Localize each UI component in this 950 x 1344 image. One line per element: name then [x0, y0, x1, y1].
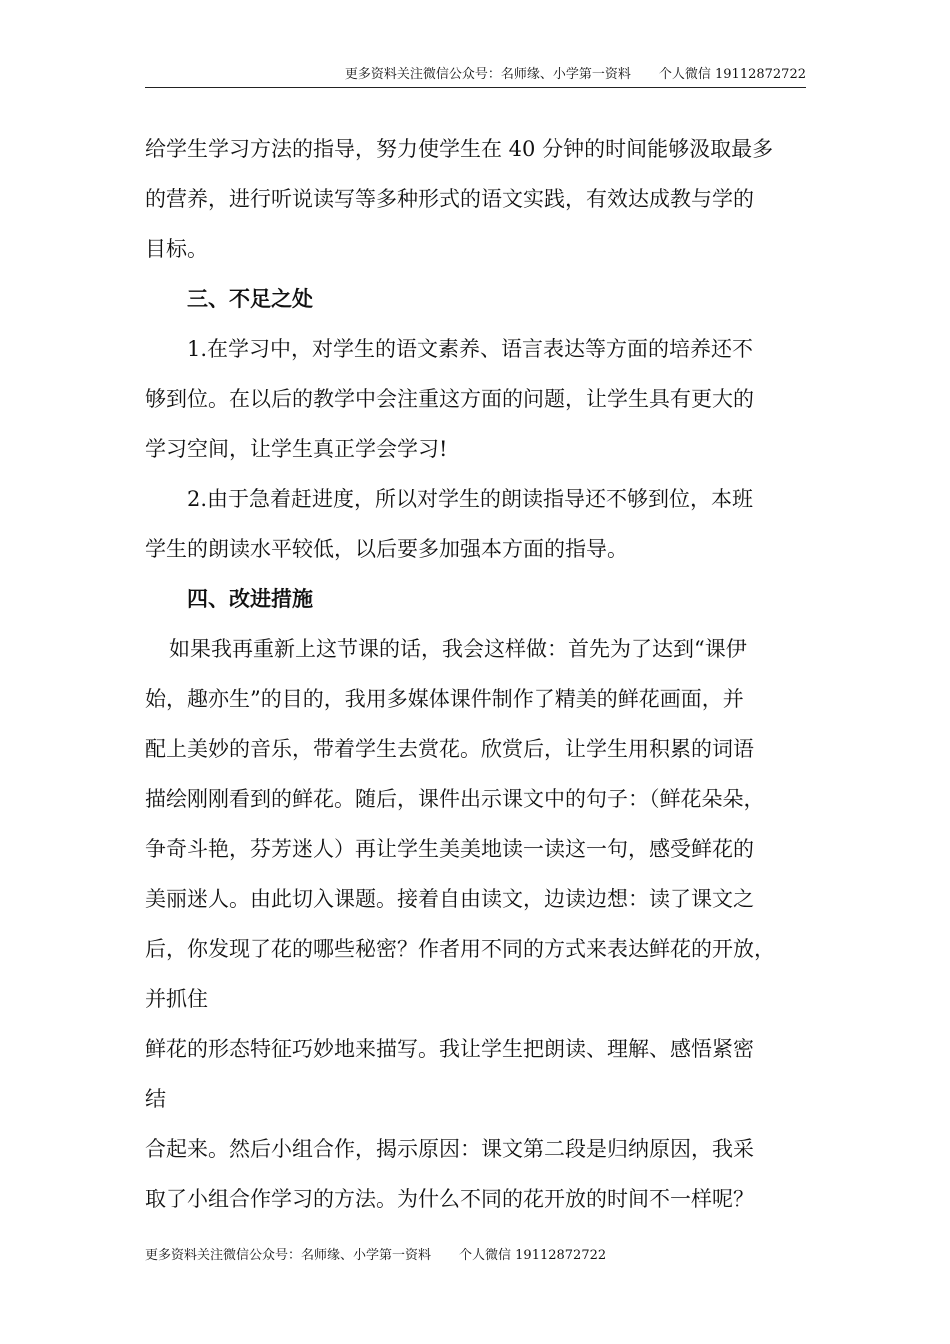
paragraph-line: 够到位。在以后的教学中会注重这方面的问题，让学生具有更大的	[145, 387, 754, 411]
paragraph-line: 配上美妙的音乐，带着学生去赏花。欣赏后，让学生用积累的词语	[145, 737, 754, 761]
paragraph-line: 1.在学习中，对学生的语文素养、语言表达等方面的培养还不	[187, 337, 754, 361]
paragraph-line: 的营养，进行听说读写等多种形式的语文实践，有效达成教与学的	[145, 187, 754, 211]
document-body	[145, 124, 809, 1224]
header-promo-text: 更多资料关注微信公众号：名师缘、小学第一资料	[344, 67, 631, 82]
paragraph-line: 2.由于急着赶进度，所以对学生的朗读指导还不够到位，本班	[187, 487, 754, 511]
paragraph-line: 美丽迷人。由此切入课题。接着自由读文，边读边想：读了课文之	[145, 887, 754, 911]
footer-contact-text: 个人微信 19112872722	[459, 1248, 607, 1263]
paragraph-line: 描绘刚刚看到的鲜花。随后，课件出示课文中的句子：（鲜花朵朵，	[145, 787, 765, 811]
paragraph-line: 学习空间，让学生真正学会学习!	[145, 437, 448, 461]
paragraph-line: 取了小组合作学习的方法。为什么不同的花开放的时间不一样呢？	[145, 1187, 754, 1211]
paragraph-line: 并抓住	[145, 987, 208, 1011]
paragraph-line: 鲜花的形态特征巧妙地来描写。我让学生把朗读、理解、感悟紧密	[145, 1037, 754, 1061]
section-heading-improvements: 四、改进措施	[187, 586, 313, 611]
page-footer	[145, 1247, 606, 1265]
section-heading-shortcomings: 三、不足之处	[187, 286, 313, 311]
paragraph-line: 如果我再重新上这节课的话，我会这样做：首先为了达到“课伊	[169, 637, 747, 661]
paragraph-line: 始，趣亦生”的目的，我用多媒体课件制作了精美的鲜花画面，并	[145, 687, 744, 711]
paragraph-line: 后，你发现了花的哪些秘密？作者用不同的方式来表达鲜花的开放，	[145, 937, 775, 961]
footer-promo-text: 更多资料关注微信公众号：名师缘、小学第一资料	[145, 1248, 432, 1263]
paragraph-line: 给学生学习方法的指导，努力使学生在 40 分钟的时间能够汲取最多	[145, 137, 774, 161]
paragraph-line: 合起来。然后小组合作，揭示原因：课文第二段是归纳原因，我采	[145, 1137, 754, 1161]
paragraph-line: 学生的朗读水平较低，以后要多加强本方面的指导。	[145, 537, 628, 561]
paragraph-line: 目标。	[145, 237, 208, 261]
header-divider	[145, 87, 806, 88]
header-contact-text: 个人微信 19112872722	[658, 67, 806, 82]
paragraph-line: 结	[145, 1087, 166, 1111]
page-header	[145, 66, 806, 84]
paragraph-line: 争奇斗艳，芬芳迷人）再让学生美美地读一读这一句，感受鲜花的	[145, 837, 754, 861]
